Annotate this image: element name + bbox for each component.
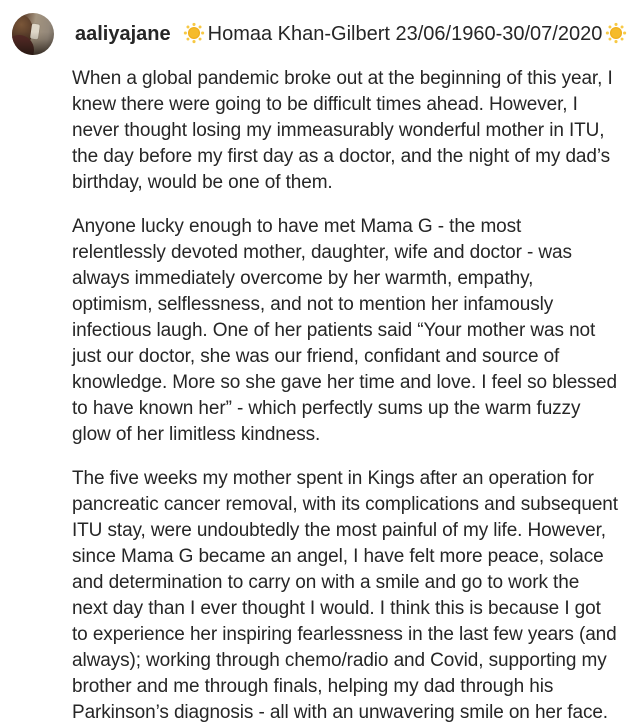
post-header	[0, 0, 634, 55]
caption-title: Homaa Khan-Gilbert 23/06/1960-30/07/2020	[207, 23, 603, 45]
avatar[interactable]	[12, 13, 54, 55]
sun-icon	[183, 22, 205, 44]
username-link[interactable]: aaliyajane	[75, 23, 171, 45]
header-text	[75, 21, 630, 47]
avatar-photo-detail	[12, 13, 54, 55]
caption-body	[0, 55, 634, 726]
caption-paragraph: Anyone lucky enough to have met Mama G - the most relentlessly devoted mother, daughter, wife and doctor - was always immediately overcome by her warmth, empathy, optimism, selflessness, and not to mention her infamously infectious laugh. One of her patients said “Your mother was not just our doctor, she was our friend, confidant and source of knowledge. More so she gave her time and love. I feel so blessed to have known her” - which perfectly sums up the warm fuzzy glow of her limitless kindness.	[72, 216, 617, 445]
sun-icon	[605, 22, 627, 44]
caption-paragraph: When a global pandemic broke out at the beginning of this year, I knew there were going to be difficult times ahead. However, I never thought losing my immeasurably wonderful mother in ITU, the day before my first day as a doctor, and the night of my dad’s birthday, would be one of them.	[72, 68, 613, 193]
caption-paragraph: The five weeks my mother spent in Kings after an operation for pancreatic cancer removal, with its complications and subsequent ITU stay, were undoubtedly the most painful of my life. However, since Mama G became an angel, I have felt more peace, solace and determination to carry on with a smile and go to work the next day than I ever thought I would. I think this is because I got to experience her inspiring fearlessness in the last few years (and always); working through chemo/radio and Covid, supporting my brother and me through finals, helping my dad through his Parkinson’s diagnosis - all with an unwavering smile on her face.	[72, 468, 618, 723]
